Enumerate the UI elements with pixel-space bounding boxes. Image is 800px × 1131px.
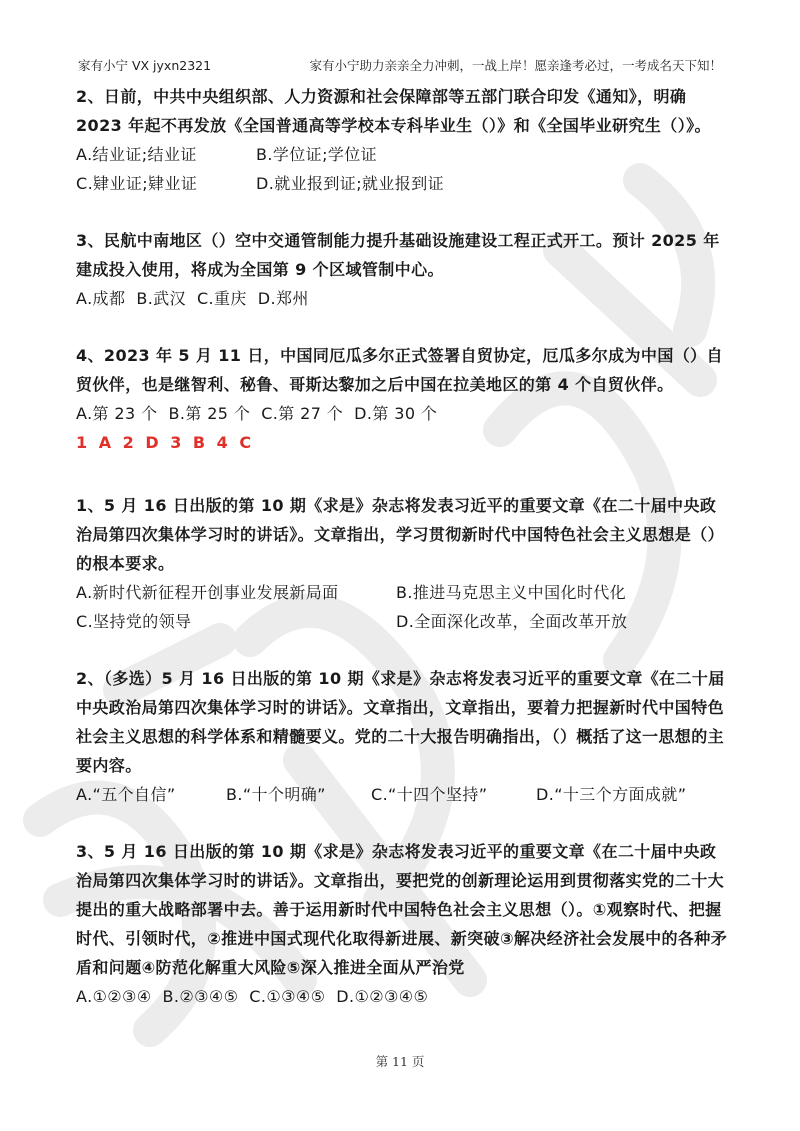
question-options bbox=[76, 982, 730, 1011]
question-options bbox=[76, 399, 730, 428]
option-a: A.结业证;结业证 bbox=[76, 145, 197, 164]
page-number: 第 11 页 bbox=[375, 1054, 425, 1069]
option-b: B.“十个明确” bbox=[226, 785, 326, 804]
answer-key: 1 A 2 D 3 B 4 C bbox=[76, 433, 255, 452]
question-3-qiushi bbox=[76, 837, 730, 1011]
option-d: D.“十三个方面成就” bbox=[536, 785, 687, 804]
question-stem: 1、5 月 16 日出版的第 10 期《求是》杂志将发表习近平的重要文章《在二十届中央政治局第四次集体学习时的讲话》。文章指出，学习贯彻新时代中国特色社会主义思想是（）的根本要求。 bbox=[76, 496, 725, 573]
question-options bbox=[76, 140, 730, 198]
option-c: C.坚持党的领导 bbox=[76, 612, 192, 631]
header-left-text: 家有小宁 VX jyxn2321 bbox=[78, 58, 212, 73]
header-right-slogan: 家有小宁助力亲亲全力冲刺，一战上岸！愿亲逢考必过，一考成名天下知！ bbox=[309, 58, 722, 73]
option-b: B.推进马克思主义中国化时代化 bbox=[396, 583, 627, 602]
question-stem: 2、（多选）5 月 16 日出版的第 10 期《求是》杂志将发表习近平的重要文章《在二十届中央政治局第四次集体学习时的讲话》。文章指出，文章指出，要着力把握新时代中国特色社会主义思想的科学体系和精髓要义。党的二十大报告明确指出，（）概括了这一思想的主要内容。 bbox=[76, 669, 725, 775]
option-a: A.“五个自信” bbox=[76, 785, 176, 804]
option-b: B.学位证;学位证 bbox=[256, 145, 378, 164]
question-options bbox=[76, 578, 730, 636]
options-line: A.成都 B.武汉 C.重庆 D.郑州 bbox=[76, 289, 309, 308]
question-options bbox=[76, 284, 730, 313]
question-stem: 4、2023 年 5 月 11 日，中国同厄瓜多尔正式签署自贸协定，厄瓜多尔成为中国（）自贸伙伴，也是继智利、秘鲁、哥斯达黎加之后中国在拉美地区的第 4 个自贸伙伴。 bbox=[76, 346, 723, 394]
page-content bbox=[76, 82, 730, 1011]
question-stem: 2、日前，中共中央组织部、人力资源和社会保障部等五部门联合印发《通知》，明确 2023 年起不再发放《全国普通高等学校本专科毕业生（）》和《全国毕业研究生（）》。 bbox=[76, 87, 711, 135]
question-1-qiushi bbox=[76, 491, 730, 636]
page-header bbox=[78, 56, 722, 74]
question-2 bbox=[76, 82, 730, 198]
question-3 bbox=[76, 226, 730, 313]
question-options bbox=[76, 780, 730, 809]
option-c: C.肄业证;肄业证 bbox=[76, 174, 198, 193]
option-d: D.全面深化改革，全面改革开放 bbox=[396, 612, 628, 631]
option-c: C.“十四个坚持” bbox=[371, 785, 488, 804]
question-2-qiushi bbox=[76, 664, 730, 809]
option-a: A.新时代新征程开创事业发展新局面 bbox=[76, 583, 339, 602]
options-line: A.①②③④ B.②③④⑤ C.①③④⑤ D.①②③④⑤ bbox=[76, 987, 429, 1006]
question-stem: 3、民航中南地区（）空中交通管制能力提升基础设施建设工程正式开工。预计 2025 年建成投入使用，将成为全国第 9 个区域管制中心。 bbox=[76, 231, 720, 279]
option-d: D.就业报到证;就业报到证 bbox=[256, 174, 444, 193]
question-4 bbox=[76, 341, 730, 428]
options-line: A.第 23 个 B.第 25 个 C.第 27 个 D.第 30 个 bbox=[76, 404, 438, 423]
question-stem: 3、5 月 16 日出版的第 10 期《求是》杂志将发表习近平的重要文章《在二十届中央政治局第四次集体学习时的讲话》。文章指出，要把党的创新理论运用到贯彻落实党的二十大提出的重大战略部署中去。善于运用新时代中国特色社会主义思想（）。①观察时代、把握时代、引领时代，②推进中国式现代化取得新进展、新突破③解决经济社会发展中的各种矛盾和问题④防范化解重大风险⑤深入推进全面从严治党 bbox=[76, 842, 728, 977]
